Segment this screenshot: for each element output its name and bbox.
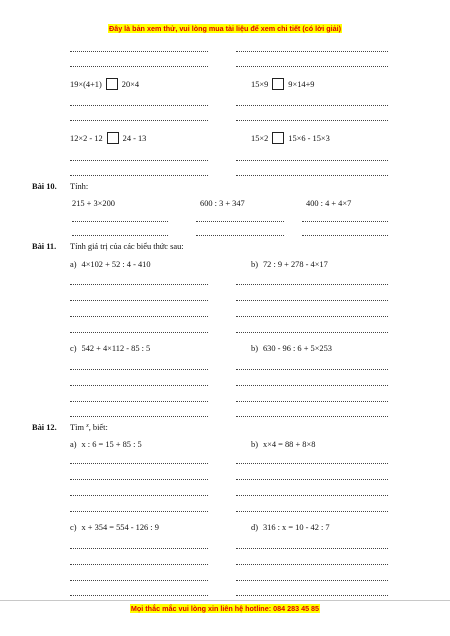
answer-line (236, 284, 388, 285)
sub-question (251, 524, 330, 532)
answer-line (236, 401, 388, 402)
compare-right-operand: 15×6 - 15×3 (288, 133, 330, 143)
compare-answer-box[interactable] (272, 78, 284, 90)
hotline-banner (0, 604, 450, 613)
answer-line (196, 235, 284, 236)
expression: 630 - 96 : 6 + 5×253 (262, 344, 332, 353)
compare-left-operand: 15×2 (251, 133, 269, 143)
compare-answer-box[interactable] (272, 132, 284, 144)
exercise-heading (70, 424, 108, 432)
answer-line (70, 160, 208, 161)
compare-expression (70, 78, 139, 90)
answer-line (70, 463, 208, 464)
answer-line (70, 369, 208, 370)
sub-question-letter: c) (70, 344, 77, 353)
answer-line (70, 120, 208, 121)
answer-line (70, 51, 208, 52)
expression: 400 : 4 + 4×7 (306, 199, 352, 208)
exercise-label: Bài 11. (32, 242, 57, 251)
exercise-heading: Tính giá trị của các biểu thức sau: (70, 242, 184, 251)
answer-line (236, 175, 388, 176)
expression: 215 + 3×200 (72, 199, 115, 208)
answer-line (70, 580, 208, 581)
sub-question (70, 261, 151, 269)
compare-left-operand: 12×2 - 12 (70, 133, 103, 143)
answer-line (70, 479, 208, 480)
compare-expression (70, 132, 146, 144)
answer-line (70, 495, 208, 496)
exercise-label: Bài 10. (32, 182, 57, 191)
answer-line (236, 332, 388, 333)
expression: x + 354 = 554 - 126 : 9 (81, 523, 159, 532)
answer-line (70, 175, 208, 176)
answer-line (70, 595, 208, 596)
answer-line (236, 120, 388, 121)
compare-right-operand: 20×4 (121, 79, 140, 89)
hotline-banner-text: Mọi thắc mắc vui lòng xin liên hệ hotline: 084 283 45 85 (130, 604, 320, 613)
answer-line (236, 300, 388, 301)
answer-line (70, 300, 208, 301)
compare-expression (251, 132, 330, 144)
sub-question-letter: a) (70, 260, 77, 269)
compare-left-operand: 15×9 (251, 79, 269, 89)
exercise-label: Bài 12. (32, 423, 57, 432)
sub-question-letter: d) (251, 523, 258, 532)
preview-banner (0, 24, 450, 33)
expression: 316 : x = 10 - 42 : 7 (262, 523, 330, 532)
sub-question (70, 524, 159, 532)
answer-line (70, 401, 208, 402)
sub-question-letter: c) (70, 523, 77, 532)
sub-question (251, 345, 332, 353)
answer-line (236, 580, 388, 581)
expression: x : 6 = 15 + 85 : 5 (81, 440, 142, 449)
answer-line (70, 284, 208, 285)
variable-x: x (86, 423, 89, 429)
preview-banner-text: Đây là bản xem thử, vui lòng mua tài liệu để xem chi tiết (có lời giải) (109, 24, 341, 33)
footer-divider (0, 600, 450, 601)
answer-line (236, 548, 388, 549)
expression: 600 : 3 + 347 (200, 199, 245, 208)
answer-line (236, 479, 388, 480)
sub-question-letter: a) (70, 440, 77, 449)
exercise-heading: Tính: (70, 182, 89, 191)
sub-question (251, 441, 315, 449)
compare-answer-box[interactable] (106, 78, 118, 90)
answer-line (70, 66, 208, 67)
answer-line (236, 564, 388, 565)
answer-line (236, 595, 388, 596)
sub-question (70, 345, 150, 353)
answer-line (236, 416, 388, 417)
answer-line (302, 235, 388, 236)
answer-line (236, 105, 388, 106)
answer-line (236, 385, 388, 386)
heading-text: Tìm (70, 423, 84, 432)
answer-line (70, 385, 208, 386)
answer-line (236, 160, 388, 161)
answer-line (70, 416, 208, 417)
answer-line (236, 51, 388, 52)
expression: 72 : 9 + 278 - 4×17 (262, 260, 328, 269)
sub-question (251, 261, 328, 269)
expression: 4×102 + 52 : 4 - 410 (81, 260, 151, 269)
heading-text: , biết: (88, 423, 108, 432)
compare-right-operand: 24 - 13 (122, 133, 147, 143)
answer-line (70, 564, 208, 565)
answer-line (72, 235, 168, 236)
sub-question (70, 441, 142, 449)
answer-line (236, 369, 388, 370)
answer-line (236, 495, 388, 496)
answer-line (302, 221, 388, 222)
answer-line (70, 511, 208, 512)
sub-question-letter: b) (251, 440, 258, 449)
answer-line (70, 105, 208, 106)
sub-question-letter: b) (251, 344, 258, 353)
compare-expression (251, 78, 315, 90)
answer-line (70, 316, 208, 317)
answer-line (236, 463, 388, 464)
expression: 542 + 4×112 - 85 : 5 (81, 344, 151, 353)
answer-line (72, 221, 168, 222)
compare-left-operand: 19×(4+1) (70, 79, 102, 89)
answer-line (236, 316, 388, 317)
answer-line (236, 66, 388, 67)
answer-line (236, 511, 388, 512)
answer-line (70, 332, 208, 333)
expression: x×4 = 88 + 8×8 (262, 440, 316, 449)
compare-right-operand: 9×14+9 (288, 79, 315, 89)
sub-question-letter: b) (251, 260, 258, 269)
compare-answer-box[interactable] (107, 132, 119, 144)
answer-line (70, 548, 208, 549)
answer-line (196, 221, 284, 222)
